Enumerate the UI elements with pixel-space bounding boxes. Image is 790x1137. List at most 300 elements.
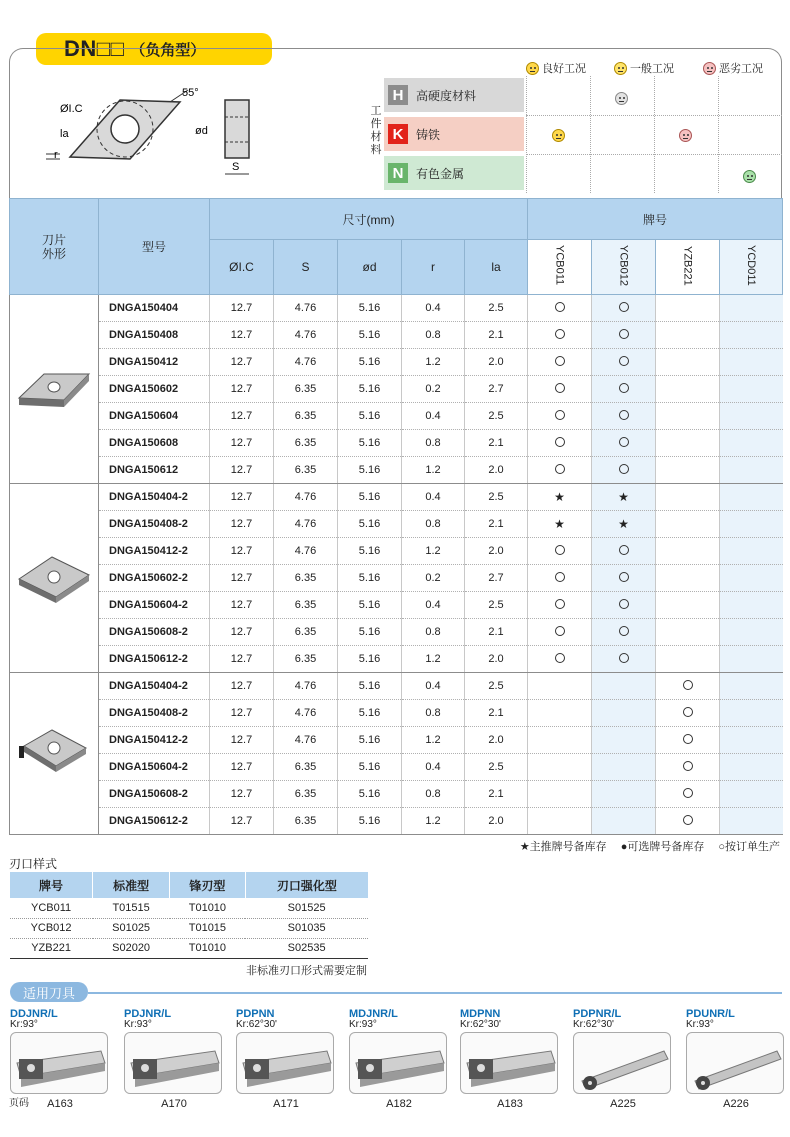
tool-holder-image — [349, 1032, 447, 1094]
la-cell: 2.7 — [465, 376, 528, 403]
s-cell: 6.35 — [274, 781, 338, 808]
table-row — [10, 808, 783, 835]
edge-cell: S02020 — [93, 938, 170, 958]
s-cell: 6.35 — [274, 430, 338, 457]
d-cell: 5.16 — [338, 673, 402, 700]
s-cell: 6.35 — [274, 592, 338, 619]
la-cell: 2.5 — [465, 592, 528, 619]
s-cell: 6.35 — [274, 565, 338, 592]
table-row — [10, 430, 783, 457]
tool-holder-image — [460, 1032, 558, 1094]
la-cell: 2.7 — [465, 565, 528, 592]
d-cell: 5.16 — [338, 808, 402, 835]
tool-holder-image — [236, 1032, 334, 1094]
d-cell: 5.16 — [338, 565, 402, 592]
col-dim-header: 尺寸(mm) — [210, 199, 528, 240]
model-cell: DNGA150604 — [99, 403, 210, 430]
table-row — [10, 538, 783, 565]
r-cell: 0.8 — [402, 619, 465, 646]
s-cell: 4.76 — [274, 322, 338, 349]
tool-card[interactable] — [124, 1008, 224, 1110]
r-cell: 0.4 — [402, 295, 465, 322]
edge-row — [10, 938, 369, 958]
edge-row — [10, 918, 369, 938]
grade-availability-cell — [720, 592, 783, 619]
tool-name: MDJNR/L — [349, 1008, 398, 1020]
table-row — [10, 646, 783, 673]
tool-page-ref: A171 — [273, 1098, 299, 1110]
grade-availability-cell — [656, 511, 720, 538]
edge-cell: YCB012 — [10, 918, 93, 938]
grade-availability-cell — [720, 727, 783, 754]
grade-availability-cell — [656, 646, 720, 673]
model-cell: DNGA150408 — [99, 322, 210, 349]
edge-cell: S01035 — [245, 918, 368, 938]
tool-kr: Kr:62°30' — [460, 1019, 501, 1030]
model-cell: DNGA150412 — [99, 349, 210, 376]
d-cell: 5.16 — [338, 592, 402, 619]
model-cell: DNGA150612 — [99, 457, 210, 484]
grade-availability-cell — [528, 808, 592, 835]
ic-cell: 12.7 — [210, 511, 274, 538]
neutral-face-icon — [614, 62, 627, 75]
grade-availability-cell — [720, 565, 783, 592]
grade-availability-cell — [656, 700, 720, 727]
grade-ycb011-header: YCB011 — [528, 240, 592, 295]
material-h-name: 高硬度材料 — [416, 88, 477, 103]
la-cell: 2.0 — [465, 808, 528, 835]
r-cell: 1.2 — [402, 538, 465, 565]
tool-kr: Kr:93° — [349, 1019, 377, 1030]
d-cell: 5.16 — [338, 403, 402, 430]
made-to-order-icon — [555, 356, 565, 366]
material-row-h — [384, 78, 524, 112]
tool-card[interactable] — [686, 1008, 786, 1110]
table-row — [10, 349, 783, 376]
grade-availability-cell — [592, 457, 656, 484]
tool-page-ref: A183 — [497, 1098, 523, 1110]
made-to-order-icon — [555, 410, 565, 420]
grade-availability-cell — [656, 619, 720, 646]
la-cell: 2.5 — [465, 403, 528, 430]
ic-cell: 12.7 — [210, 538, 274, 565]
grade-availability-cell — [592, 430, 656, 457]
d-cell: 5.16 — [338, 295, 402, 322]
grade-availability-cell — [720, 754, 783, 781]
table-row — [10, 511, 783, 538]
grade-availability-cell — [720, 511, 783, 538]
model-cell: DNGA150604-2 — [99, 592, 210, 619]
r-cell: 0.8 — [402, 430, 465, 457]
grade-availability-cell — [656, 808, 720, 835]
tool-kr: Kr:62°30' — [236, 1019, 277, 1030]
model-cell: DNGA150404 — [99, 295, 210, 322]
la-cell: 2.1 — [465, 430, 528, 457]
s-cell: 4.76 — [274, 349, 338, 376]
made-to-order-icon — [683, 761, 693, 771]
grade-availability-cell — [528, 754, 592, 781]
edge-cell: T01010 — [170, 938, 246, 958]
grade-availability-cell — [528, 322, 592, 349]
la-cell: 2.5 — [465, 754, 528, 781]
grade-availability-cell — [592, 376, 656, 403]
edge-cell: S02535 — [245, 938, 368, 958]
made-to-order-icon — [683, 707, 693, 717]
r-cell: 1.2 — [402, 646, 465, 673]
tool-name: PDPNN — [236, 1008, 275, 1020]
grade-availability-cell — [720, 295, 783, 322]
insert-full-edge-image — [10, 673, 99, 835]
diagram-angle-label: 55° — [182, 87, 199, 99]
k-bad-face-icon — [679, 129, 692, 142]
model-cell: DNGA150408-2 — [99, 511, 210, 538]
r-cell: 1.2 — [402, 349, 465, 376]
n-condition-face-icon — [743, 170, 756, 183]
edge-header-sharp: 锋刃型 — [170, 872, 246, 898]
s-cell: 4.76 — [274, 673, 338, 700]
sad-face-icon — [703, 62, 716, 75]
ic-cell: 12.7 — [210, 430, 274, 457]
ic-cell: 12.7 — [210, 457, 274, 484]
insert-diagram — [40, 82, 270, 182]
grade-availability-cell — [656, 673, 720, 700]
tool-name: DDJNR/L — [10, 1008, 58, 1020]
grade-availability-cell — [528, 457, 592, 484]
tool-holder-image — [124, 1032, 222, 1094]
made-to-order-icon — [619, 356, 629, 366]
la-cell: 2.0 — [465, 349, 528, 376]
table-row — [10, 565, 783, 592]
ic-cell: 12.7 — [210, 808, 274, 835]
r-cell: 0.8 — [402, 781, 465, 808]
model-cell: DNGA150404-2 — [99, 673, 210, 700]
r-cell: 0.2 — [402, 565, 465, 592]
edge-cell: S01525 — [245, 898, 368, 918]
material-condition-grid — [526, 76, 782, 193]
made-to-order-icon — [555, 572, 565, 582]
grade-availability-cell — [720, 376, 783, 403]
r-cell: 0.4 — [402, 403, 465, 430]
grade-availability-cell — [656, 322, 720, 349]
made-to-order-icon — [619, 302, 629, 312]
h-condition-face-icon — [615, 92, 628, 105]
ic-cell: 12.7 — [210, 592, 274, 619]
grade-availability-cell — [528, 673, 592, 700]
table-row — [10, 727, 783, 754]
s-cell: 4.76 — [274, 700, 338, 727]
la-cell: 2.0 — [465, 457, 528, 484]
ic-cell: 12.7 — [210, 754, 274, 781]
diagram-r-label: r — [54, 149, 58, 161]
grade-availability-cell — [592, 565, 656, 592]
edge-cell: T01015 — [170, 918, 246, 938]
table-row — [10, 484, 783, 511]
grade-availability-cell — [528, 538, 592, 565]
grade-availability-cell — [592, 511, 656, 538]
r-cell: 0.8 — [402, 511, 465, 538]
grade-availability-cell — [528, 349, 592, 376]
col-shape-header: 刀片外形 — [10, 199, 99, 295]
table-row — [10, 700, 783, 727]
made-to-order-icon — [619, 437, 629, 447]
grade-availability-cell — [528, 565, 592, 592]
grade-availability-cell — [656, 376, 720, 403]
table-row — [10, 781, 783, 808]
grade-availability-cell — [592, 349, 656, 376]
ic-cell: 12.7 — [210, 727, 274, 754]
tool-card[interactable] — [460, 1008, 560, 1110]
grade-availability-cell — [528, 295, 592, 322]
d-cell: 5.16 — [338, 349, 402, 376]
table-row — [10, 673, 783, 700]
s-cell: 4.76 — [274, 727, 338, 754]
legend-mid-label: 一般工况 — [630, 63, 674, 75]
grade-availability-cell — [528, 646, 592, 673]
made-to-order-icon — [619, 572, 629, 582]
insert-spec-table — [9, 198, 783, 835]
grade-availability-cell — [656, 484, 720, 511]
tool-page-ref: A170 — [161, 1098, 187, 1110]
tool-page-ref: A226 — [723, 1098, 749, 1110]
edge-cell: S01025 — [93, 918, 170, 938]
material-row-n — [384, 156, 524, 190]
diagram-ic-label: ØI.C — [60, 103, 83, 115]
k-good-face-icon — [552, 129, 565, 142]
table-row — [10, 295, 783, 322]
grade-availability-cell — [528, 700, 592, 727]
la-cell: 2.0 — [465, 538, 528, 565]
dim-s-header: S — [274, 240, 338, 295]
s-cell: 6.35 — [274, 808, 338, 835]
r-cell: 0.4 — [402, 673, 465, 700]
tool-name: PDJNR/L — [124, 1008, 172, 1020]
grade-availability-cell — [592, 673, 656, 700]
grade-availability-cell — [720, 808, 783, 835]
tool-page-ref: A163 — [47, 1098, 73, 1110]
d-cell: 5.16 — [338, 619, 402, 646]
la-cell: 2.1 — [465, 619, 528, 646]
la-cell: 2.5 — [465, 295, 528, 322]
tool-card[interactable] — [236, 1008, 336, 1110]
made-to-order-icon — [619, 383, 629, 393]
tool-holder-image — [10, 1032, 108, 1094]
made-to-order-icon — [619, 545, 629, 555]
d-cell: 5.16 — [338, 376, 402, 403]
grade-yzb221-header: YZB221 — [656, 240, 720, 295]
table-row — [10, 619, 783, 646]
legend-good — [526, 60, 586, 76]
d-cell: 5.16 — [338, 430, 402, 457]
grade-availability-cell — [656, 349, 720, 376]
insert-plain-image — [10, 295, 99, 484]
dim-ic-header: ØI.C — [210, 240, 274, 295]
grade-availability-cell — [720, 457, 783, 484]
tool-page-ref: A225 — [610, 1098, 636, 1110]
grade-availability-cell — [656, 457, 720, 484]
ic-cell: 12.7 — [210, 673, 274, 700]
d-cell: 5.16 — [338, 484, 402, 511]
edge-header-standard: 标准型 — [93, 872, 170, 898]
edge-cell: YZB221 — [10, 938, 93, 958]
grade-availability-cell — [656, 754, 720, 781]
material-h-badge: H — [388, 85, 408, 105]
tool-kr: Kr:62°30' — [573, 1019, 614, 1030]
made-to-order-icon — [555, 329, 565, 339]
tool-card[interactable] — [349, 1008, 449, 1110]
r-cell: 0.4 — [402, 592, 465, 619]
ic-cell: 12.7 — [210, 484, 274, 511]
grade-availability-cell — [720, 673, 783, 700]
grade-availability-cell — [592, 619, 656, 646]
la-cell: 2.1 — [465, 781, 528, 808]
d-cell: 5.16 — [338, 457, 402, 484]
grade-availability-cell — [592, 592, 656, 619]
la-cell: 2.5 — [465, 484, 528, 511]
model-cell: DNGA150612-2 — [99, 808, 210, 835]
grade-availability-cell — [656, 727, 720, 754]
model-cell: DNGA150608 — [99, 430, 210, 457]
s-cell: 4.76 — [274, 538, 338, 565]
tool-name: PDUNR/L — [686, 1008, 735, 1020]
d-cell: 5.16 — [338, 700, 402, 727]
material-k-name: 铸铁 — [416, 127, 441, 142]
page-number-label: 页码 — [9, 1098, 29, 1109]
model-cell: DNGA150608-2 — [99, 619, 210, 646]
made-to-order-icon — [619, 329, 629, 339]
workpiece-material-label: 工件材料 — [370, 105, 382, 156]
model-cell: DNGA150412-2 — [99, 727, 210, 754]
material-n-badge: N — [388, 163, 408, 183]
grade-availability-cell — [528, 430, 592, 457]
made-to-order-icon — [555, 599, 565, 609]
made-to-order-icon — [555, 437, 565, 447]
col-grade-header: 牌号 — [528, 199, 783, 240]
d-cell: 5.16 — [338, 781, 402, 808]
made-to-order-icon — [619, 653, 629, 663]
grade-availability-cell — [592, 781, 656, 808]
ic-cell: 12.7 — [210, 646, 274, 673]
d-cell: 5.16 — [338, 538, 402, 565]
d-cell: 5.16 — [338, 646, 402, 673]
ic-cell: 12.7 — [210, 565, 274, 592]
made-to-order-icon — [619, 599, 629, 609]
made-to-order-icon — [555, 653, 565, 663]
grade-availability-cell — [656, 430, 720, 457]
tool-holder-image — [573, 1032, 671, 1094]
r-cell: 0.8 — [402, 700, 465, 727]
stock-legend-optional: ●可选牌号备库存 — [620, 841, 705, 853]
grade-availability-cell — [720, 403, 783, 430]
grade-availability-cell — [528, 376, 592, 403]
la-cell: 2.1 — [465, 322, 528, 349]
dim-la-header: la — [465, 240, 528, 295]
model-cell: DNGA150612-2 — [99, 646, 210, 673]
tool-kr: Kr:93° — [124, 1019, 152, 1030]
la-cell: 2.5 — [465, 673, 528, 700]
grade-availability-cell — [720, 484, 783, 511]
s-cell: 6.35 — [274, 754, 338, 781]
made-to-order-icon — [555, 545, 565, 555]
material-k-badge: K — [388, 124, 408, 144]
edge-cell: YCB011 — [10, 898, 93, 918]
la-cell: 2.1 — [465, 511, 528, 538]
table-row — [10, 403, 783, 430]
model-cell: DNGA150602-2 — [99, 565, 210, 592]
grade-availability-cell — [720, 538, 783, 565]
r-cell: 0.8 — [402, 322, 465, 349]
la-cell: 2.1 — [465, 700, 528, 727]
diagram-d-label: ød — [195, 125, 208, 137]
grade-availability-cell — [592, 808, 656, 835]
table-row — [10, 592, 783, 619]
grade-availability-cell — [592, 403, 656, 430]
grade-availability-cell — [592, 322, 656, 349]
legend-bad — [703, 60, 763, 76]
table-row — [10, 322, 783, 349]
ic-cell: 12.7 — [210, 295, 274, 322]
grade-ycb012-header: YCB012 — [592, 240, 656, 295]
ic-cell: 12.7 — [210, 619, 274, 646]
dim-d-header: ød — [338, 240, 402, 295]
s-cell: 6.35 — [274, 403, 338, 430]
tools-divider — [88, 992, 782, 994]
made-to-order-icon — [619, 410, 629, 420]
tool-kr: Kr:93° — [10, 1019, 38, 1030]
made-to-order-icon — [619, 626, 629, 636]
grade-availability-cell — [592, 727, 656, 754]
made-to-order-icon — [683, 680, 693, 690]
edge-cell: T01010 — [170, 898, 246, 918]
grade-availability-cell — [592, 754, 656, 781]
model-cell: DNGA150408-2 — [99, 700, 210, 727]
ic-cell: 12.7 — [210, 349, 274, 376]
grade-availability-cell — [656, 403, 720, 430]
legend-bad-label: 恶劣工况 — [719, 63, 763, 75]
tools-section-title: 适用刀具 — [10, 982, 88, 1002]
grade-availability-cell — [720, 430, 783, 457]
table-row — [10, 376, 783, 403]
d-cell: 5.16 — [338, 727, 402, 754]
grade-availability-cell — [528, 781, 592, 808]
ic-cell: 12.7 — [210, 376, 274, 403]
tool-page-ref: A182 — [386, 1098, 412, 1110]
s-cell: 6.35 — [274, 646, 338, 673]
model-cell: DNGA150608-2 — [99, 781, 210, 808]
grade-availability-cell — [656, 565, 720, 592]
made-to-order-icon — [683, 788, 693, 798]
edge-header-grade: 牌号 — [10, 872, 93, 898]
ic-cell: 12.7 — [210, 700, 274, 727]
grade-availability-cell — [592, 646, 656, 673]
diagram-s-label: S — [232, 161, 240, 173]
grade-availability-cell — [656, 781, 720, 808]
model-cell: DNGA150604-2 — [99, 754, 210, 781]
tool-card[interactable] — [573, 1008, 673, 1110]
table-row — [10, 457, 783, 484]
made-to-order-icon — [555, 464, 565, 474]
grade-availability-cell — [528, 619, 592, 646]
grade-availability-cell — [528, 511, 592, 538]
s-cell: 6.35 — [274, 619, 338, 646]
d-cell: 5.16 — [338, 754, 402, 781]
grade-availability-cell — [592, 538, 656, 565]
s-cell: 4.76 — [274, 484, 338, 511]
s-cell: 4.76 — [274, 295, 338, 322]
dim-r-header: r — [402, 240, 465, 295]
tool-kr: Kr:93° — [686, 1019, 714, 1030]
grade-availability-cell — [720, 349, 783, 376]
r-cell: 0.4 — [402, 484, 465, 511]
